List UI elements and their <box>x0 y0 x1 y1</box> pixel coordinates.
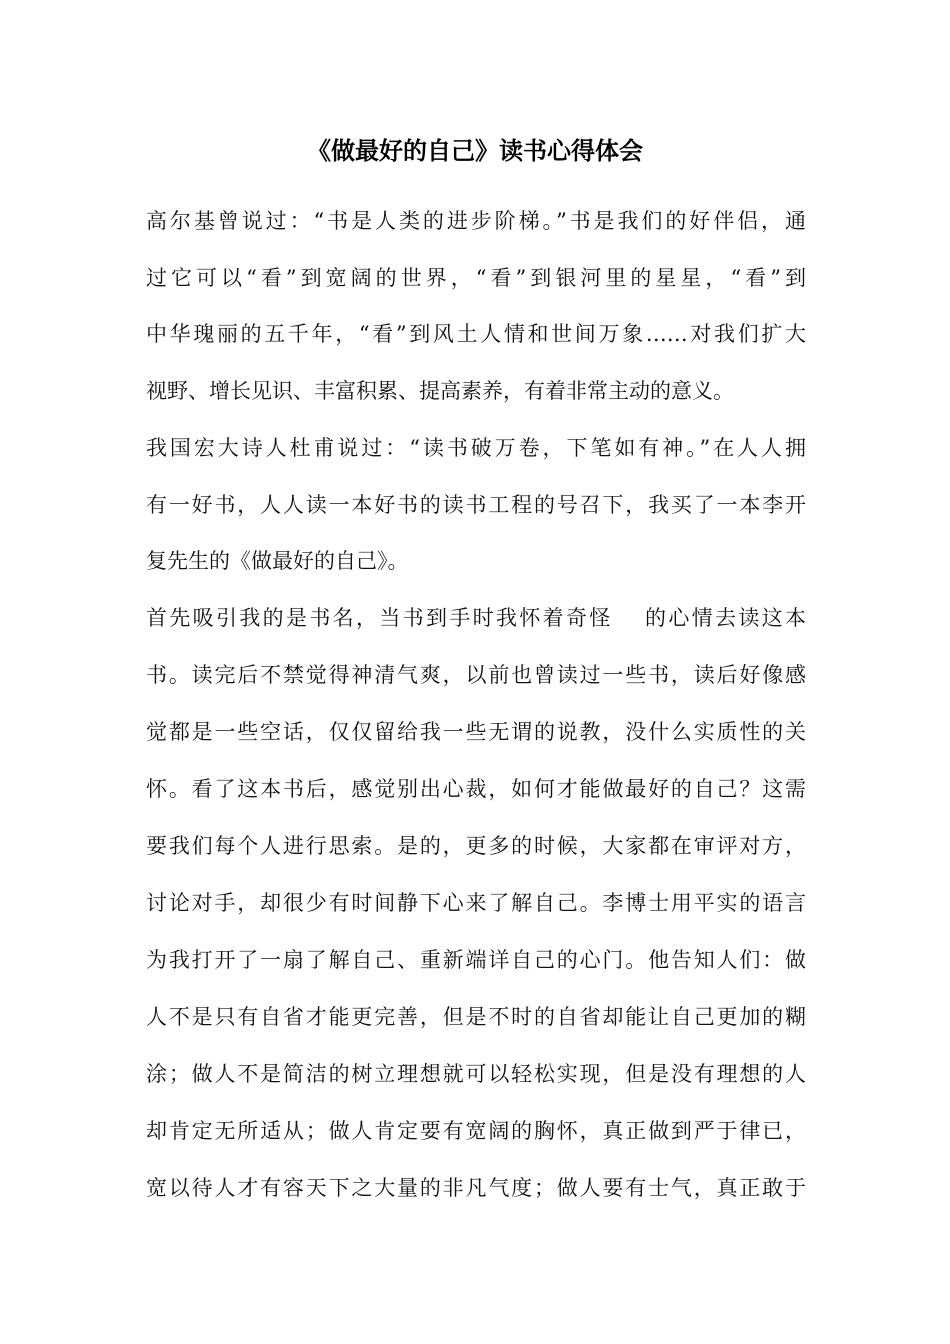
text-line: 有一好书，人人读一本好书的读书工程的号召下，我买了一本李开 <box>146 493 806 517</box>
text-line: 视野、增长见识、丰富积累、提高素养，有着非常主动的意义。 <box>146 379 734 403</box>
text-line: 要我们每个人进行思索。是的，更多的时候，大家都在审评对方， <box>146 834 806 858</box>
text-line: 为我打开了一扇了解自己、重新端详自己的心门。他告知人们：做 <box>146 948 806 972</box>
text-line: 宽以待人才有容天下之大量的非凡气度；做人要有士气，真正敢于 <box>146 1176 806 1200</box>
text-line: 人不是只有自省才能更完善，但是不时的自省却能让自己更加的糊 <box>146 1005 806 1029</box>
text-line: 高尔基曾说过：“书是人类的进步阶梯。”书是我们的好伴侣，通 <box>146 209 806 233</box>
text-line: 却肯定无所适从；做人肯定要有宽阔的胸怀，真正做到严于律已， <box>146 1119 806 1143</box>
text-line: 书。读完后不禁觉得神清气爽，以前也曾读过一些书，读后好像感 <box>146 663 806 687</box>
text-line: 觉都是一些空话，仅仅留给我一些无谓的说教，没什么实质性的关 <box>146 720 806 744</box>
text-line: 首先吸引我的是书名，当书到手时我怀着奇怪 的心情去读这本 <box>146 606 806 630</box>
text-line: 涂；做人不是简洁的树立理想就可以轻松实现，但是没有理想的人 <box>146 1062 806 1086</box>
text-line: 中华瑰丽的五千年，“看”到风土人情和世间万象……对我们扩大 <box>146 322 806 346</box>
text-line: 过它可以“看”到宽阔的世界，“看”到银河里的星星，“看”到 <box>146 266 806 290</box>
text-line: 怀。看了这本书后，感觉别出心裁，如何才能做最好的自己？这需 <box>146 777 806 801</box>
text-line: 我国宏大诗人杜甫说过：“读书破万卷，下笔如有神。”在人人拥 <box>146 436 806 460</box>
text-line: 复先生的《做最好的自己》。 <box>146 549 409 573</box>
document-title: 《做最好的自己》读书心得体会 <box>307 137 643 165</box>
text-line: 讨论对手，却很少有时间静下心来了解自己。李博士用平实的语言 <box>146 891 806 915</box>
